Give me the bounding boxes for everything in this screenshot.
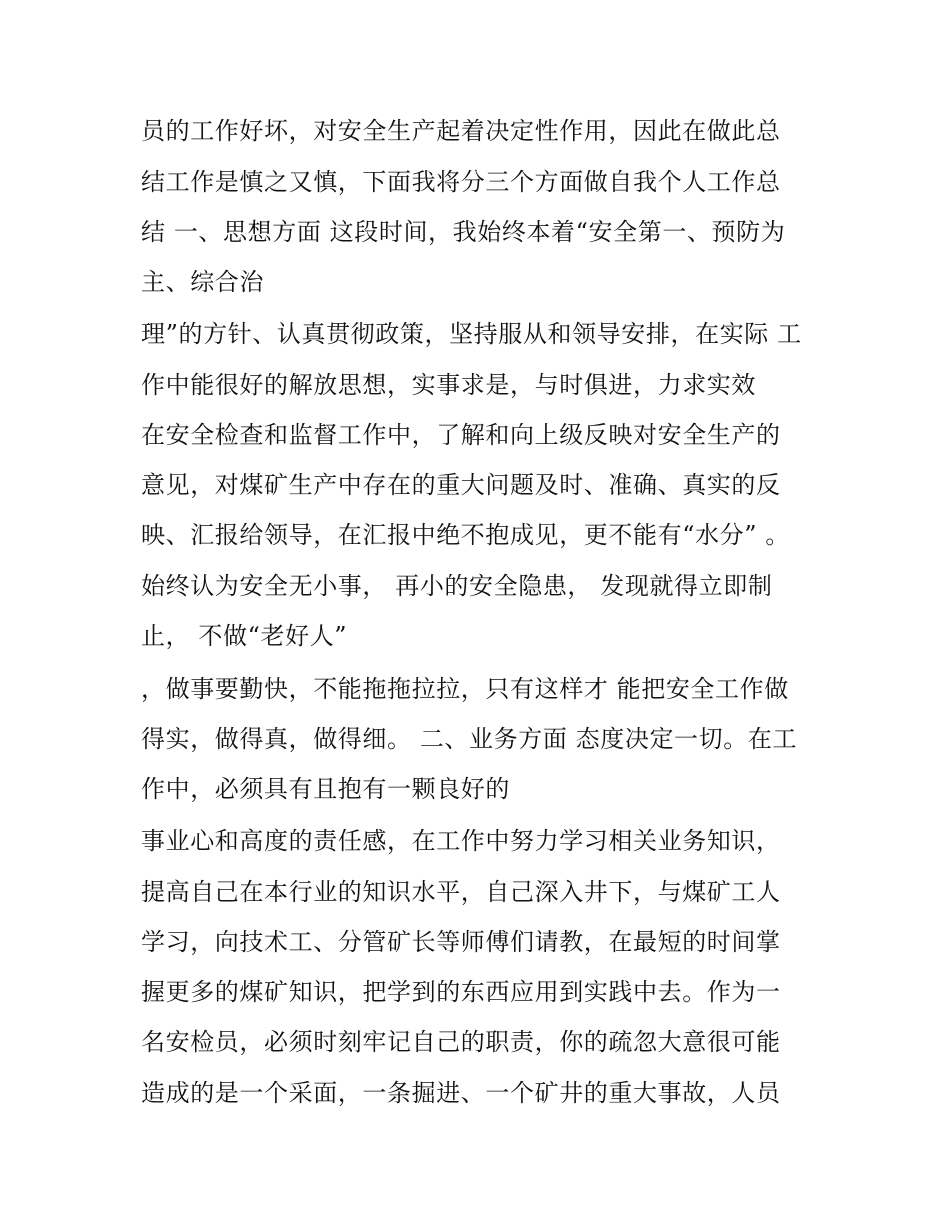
text-line: 提高自己在本行业的知识水平，自己深入井下，与煤矿工人 — [141, 878, 781, 906]
text-line: 作中，必须具有且抱有一颗良好的 — [141, 775, 510, 803]
text-line: 员的工作好坏，对安全生产起着决定性作用，因此在做此总 — [141, 117, 781, 145]
text-line: 作中能很好的解放思想，实事求是，与时俱进，力求实效 — [141, 371, 756, 399]
text-line: 止， 不做“老好人” — [141, 622, 348, 650]
text-line: 意见，对煤矿生产中存在的重大问题及时、准确、真实的反 — [141, 471, 781, 499]
text-line: 名安检员，必须时刻牢记自己的职责，你的疏忽大意很可能 — [141, 1028, 781, 1056]
text-line: 事业心和高度的责任感，在工作中努力学习相关业务知识， — [141, 827, 781, 855]
text-line: 造成的是一个采面，一条掘进、一个矿井的重大事故，人员 — [141, 1079, 781, 1107]
text-line: 结工作是慎之又慎，下面我将分三个方面做自我个人工作总 — [141, 168, 781, 196]
text-line: 得实，做得真，做得细。 二、业务方面 态度决定一切。在工 — [141, 725, 798, 753]
text-line: 握更多的煤矿知识，把学到的东西应用到实践中去。作为一 — [141, 978, 781, 1006]
text-line: 始终认为安全无小事， 再小的安全隐患， 发现就得立即制 — [141, 572, 773, 600]
text-line: 学习，向技术工、分管矿长等师傅们请教，在最短的时间掌 — [141, 928, 781, 956]
text-line: 结 一、思想方面 这段时间，我始终本着“安全第一、预防为 — [141, 218, 786, 246]
text-line: ，做事要勤快，不能拖拖拉拉，只有这样才 能把安全工作做 — [141, 675, 789, 703]
text-line: 主、综合治 — [141, 268, 264, 296]
text-line: 在安全检查和监督工作中，了解和向上级反映对安全生产的 — [141, 421, 781, 449]
text-line: 理”的方针、认真贯彻政策，坚持服从和领导安排，在实际 工 — [141, 320, 802, 348]
text-line: 映、汇报给领导，在汇报中绝不抱成见，更不能有“水分” 。 — [141, 521, 790, 549]
